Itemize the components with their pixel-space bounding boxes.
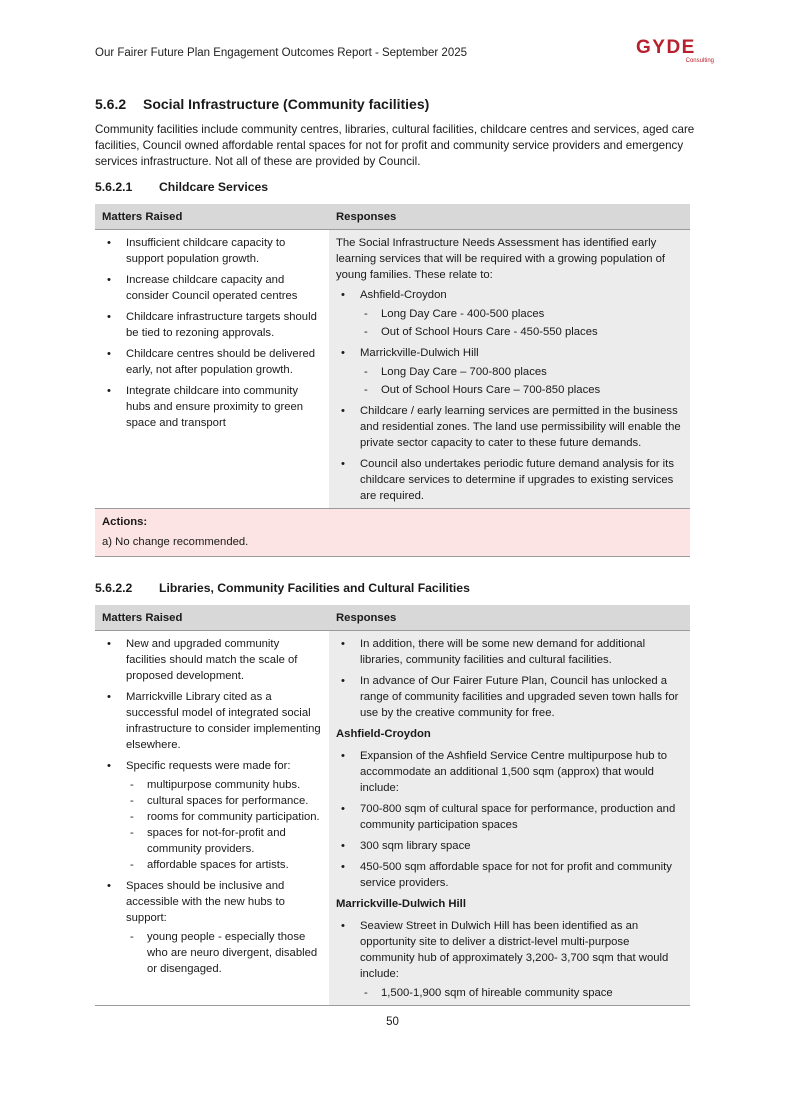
response-list <box>336 748 683 891</box>
list-item: • Childcare infrastructure targets should be tied to rezoning approvals. <box>102 309 322 341</box>
list-item: - cultural spaces for performance. <box>126 793 322 809</box>
actions-box <box>95 509 690 557</box>
sub-list <box>126 929 322 977</box>
list-item: - Out of School Hours Care - 450-550 places <box>360 324 683 340</box>
list-item: • Council also undertakes periodic future demand analysis for its childcare services to determine if upgrades to existing services are required. <box>336 456 683 504</box>
page-number: 50 <box>386 1016 399 1028</box>
sub-list <box>360 306 683 340</box>
subsection-number: 5.6.2.2 <box>95 581 133 595</box>
libraries-table <box>95 605 690 1006</box>
item-text: Spaces should be inclusive and accessible with the new hubs to support: <box>126 880 285 924</box>
list-item: • Childcare / early learning services are permitted in the business and residential zones. The land use permissibility will enable the private sector capacity to cater to these future demands. <box>336 403 683 451</box>
list-item <box>102 878 322 977</box>
list-item: - rooms for community participation. <box>126 809 322 825</box>
list-item: • In addition, there will be some new demand for additional libraries, community facilities and cultural facilities. <box>336 636 683 668</box>
gyde-logo <box>636 38 726 68</box>
list-item: • Insufficient childcare capacity to support population growth. <box>102 235 322 267</box>
list-item: - Long Day Care – 700-800 places <box>360 364 683 380</box>
section-number: 5.6.2 <box>95 96 127 112</box>
responses-header: Responses <box>329 204 690 230</box>
list-item: • New and upgraded community facilities should match the scale of proposed development. <box>102 636 322 684</box>
area-name: Marrickville-Dulwich Hill <box>360 347 479 359</box>
list-item: • 300 sqm library space <box>336 838 683 854</box>
list-item <box>102 758 322 873</box>
list-item <box>336 345 683 398</box>
list-item: • Marrickville Library cited as a successful model of integrated social infrastructure to consider implementing elsewhere. <box>102 689 322 753</box>
matters-header: Matters Raised <box>95 204 329 230</box>
list-item: • Childcare centres should be delivered early, not after population growth. <box>102 346 322 378</box>
list-item: - young people - especially those who are neuro divergent, disabled or disengaged. <box>126 929 322 977</box>
list-item: - spaces for not-for-profit and community providers. <box>126 825 322 857</box>
list-item: • 450-500 sqm affordable space for not for profit and community service providers. <box>336 859 683 891</box>
logo-wordmark: GYDE <box>636 37 696 58</box>
response-list <box>336 287 683 504</box>
matters-list <box>102 235 322 431</box>
item-text: Seaview Street in Dulwich Hill has been identified as an opportunity site to deliver a district-level multi-purpose community hub of approximately 3,200- 3,700 sqm that would include: <box>360 920 669 980</box>
sub-list <box>126 777 322 873</box>
matters-list <box>102 636 322 977</box>
list-item: • Expansion of the Ashfield Service Centre multipurpose hub to accommodate an additional 1,500 sqm (approx) that would include: <box>336 748 683 796</box>
item-text: Specific requests were made for: <box>126 760 291 772</box>
list-item: - Out of School Hours Care – 700-850 places <box>360 382 683 398</box>
area-heading-marrickville: Marrickville-Dulwich Hill <box>336 898 466 910</box>
subsection-number: 5.6.2.1 <box>95 180 133 194</box>
list-item: - multipurpose community hubs. <box>126 777 322 793</box>
actions-title: Actions: <box>102 516 148 528</box>
area-heading-ashfield: Ashfield-Croydon <box>336 728 431 740</box>
subsection-heading-libraries <box>95 581 470 595</box>
responses-cell <box>329 230 690 509</box>
childcare-table <box>95 204 690 557</box>
list-item: - Long Day Care - 400-500 places <box>360 306 683 322</box>
list-item: • In advance of Our Fairer Future Plan, Council has unlocked a range of community facilities and upgraded seven town halls for use by the creative community for free. <box>336 673 683 721</box>
list-item: • Increase childcare capacity and consider Council operated centres <box>102 272 322 304</box>
subsection-title: Libraries, Community Facilities and Cultural Facilities <box>159 581 470 595</box>
list-item <box>336 287 683 340</box>
list-item: • 700-800 sqm of cultural space for performance, production and community participation spaces <box>336 801 683 833</box>
response-intro: The Social Infrastructure Needs Assessment has identified early learning services that will be required with a growing population of young families. These relate to: <box>336 237 666 281</box>
list-item: - 1,500-1,900 sqm of hireable community space <box>360 985 683 1001</box>
logo-subtitle: Consulting <box>685 58 714 64</box>
matters-cell <box>95 230 329 509</box>
response-list <box>336 636 683 721</box>
list-item <box>336 918 683 1001</box>
sub-list <box>360 364 683 398</box>
list-item: • Integrate childcare into community hubs and ensure proximity to green space and transport <box>102 383 322 431</box>
actions-text: a) No change recommended. <box>102 536 249 548</box>
responses-header: Responses <box>329 605 690 631</box>
responses-cell <box>329 631 690 1006</box>
subsection-heading-childcare <box>95 180 268 194</box>
area-name: Ashfield-Croydon <box>360 289 447 301</box>
sub-list <box>360 985 683 1001</box>
report-header-title: Our Fairer Future Plan Engagement Outcomes Report - September 2025 <box>95 47 468 59</box>
list-item: - affordable spaces for artists. <box>126 857 322 873</box>
matters-header: Matters Raised <box>95 605 329 631</box>
section-title: Social Infrastructure (Community facilities) <box>143 96 430 112</box>
matters-cell <box>95 631 329 1006</box>
section-heading <box>95 96 429 112</box>
response-list <box>336 918 683 1001</box>
section-intro: Community facilities include community centres, libraries, cultural facilities, childcare centres and services, aged care facilities, Council owned affordable rental spaces for not for profit and community service providers and emergency services infrastructure. Not all of these are provided by Council. <box>95 123 695 168</box>
subsection-title: Childcare Services <box>159 180 269 194</box>
